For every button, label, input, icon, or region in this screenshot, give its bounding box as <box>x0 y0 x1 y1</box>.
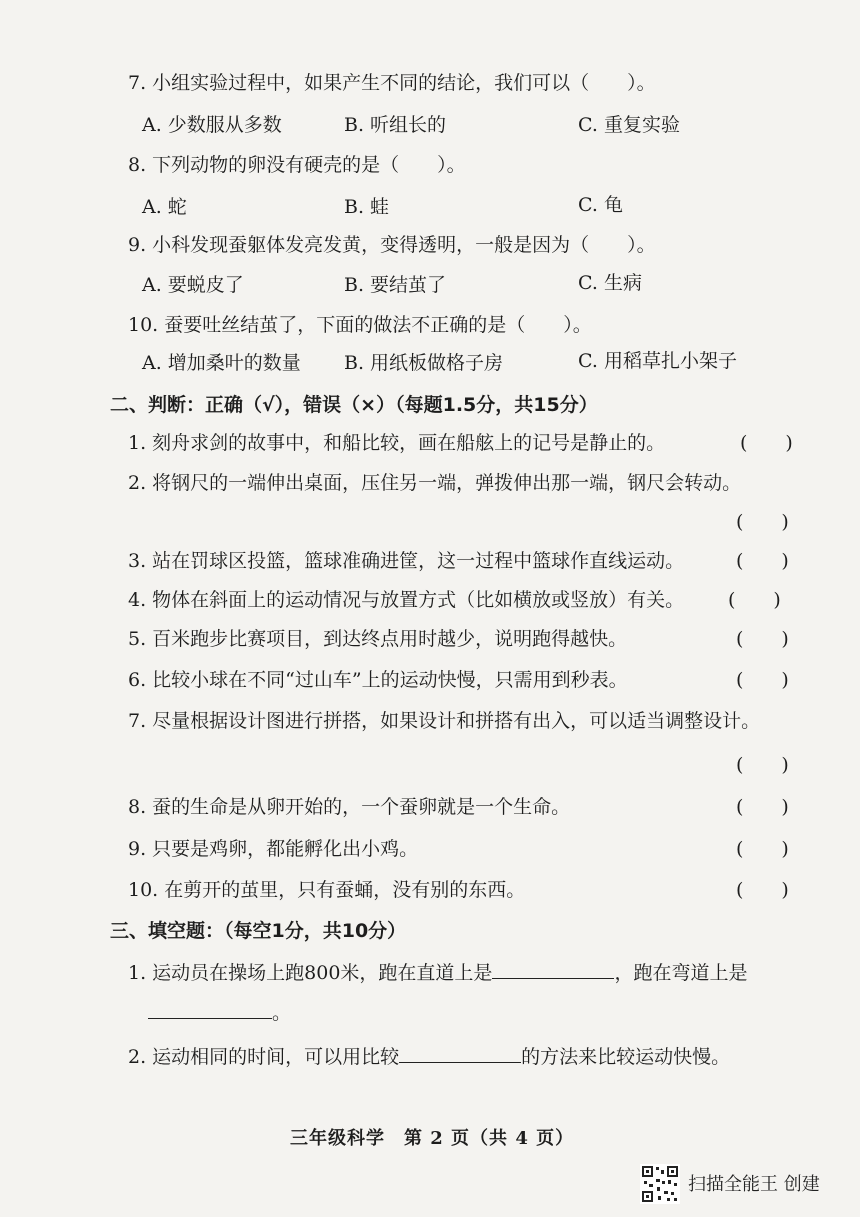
answer-paren-5[interactable]: ( ) <box>736 628 789 650</box>
question-10: 10. 蚕要吐丝结茧了，下面的做法不正确的是（ ）。 <box>128 314 592 336</box>
question-9: 9. 小科发现蚕躯体发亮发黄，变得透明，一般是因为（ ）。 <box>128 234 656 256</box>
fill-question-1 <box>128 960 747 986</box>
q10-option-b: B. 用纸板做格子房 <box>344 352 504 374</box>
judgement-item-6: 6. 比较小球在不同“过山车”上的运动快慢，只需用到秒表。 <box>128 669 628 691</box>
judgement-item-7: 7. 尽量根据设计图进行拼搭，如果设计和拼搭有出入，可以适当调整设计。 <box>128 710 761 732</box>
answer-paren-2[interactable]: ( ) <box>736 511 789 533</box>
answer-paren-4[interactable]: ( ) <box>728 589 781 611</box>
judgement-item-9: 9. 只要是鸡卵，都能孵化出小鸡。 <box>128 838 419 860</box>
fill-blank-3[interactable] <box>399 1044 521 1063</box>
q9-option-a: A. 要蜕皮了 <box>142 274 244 296</box>
question-7: 7. 小组实验过程中，如果产生不同的结论，我们可以（ ）。 <box>128 72 656 94</box>
judgement-item-8: 8. 蚕的生命是从卵开始的，一个蚕卵就是一个生命。 <box>128 796 571 818</box>
answer-paren-7[interactable]: ( ) <box>736 754 789 776</box>
qr-code-icon <box>640 1164 680 1204</box>
judgement-item-1: 1. 刻舟求剑的故事中，和船比较，画在船舷上的记号是静止的。 <box>128 432 666 454</box>
fill-q1-text-2: ，跑在弯道上是 <box>614 962 748 984</box>
judgement-item-4: 4. 物体在斜面上的运动情况与放置方式（比如横放或竖放）有关。 <box>128 589 685 611</box>
fill-blank-2[interactable] <box>148 1000 272 1019</box>
q8-option-c: C. 龟 <box>578 194 623 216</box>
q7-option-a: A. 少数服从多数 <box>142 114 282 136</box>
question-8: 8. 下列动物的卵没有硬壳的是（ ）。 <box>128 154 466 176</box>
answer-paren-10[interactable]: ( ) <box>736 879 789 901</box>
q7-option-c: C. 重复实验 <box>578 114 680 136</box>
page-footer: 三年级科学 第 2 页（共 4 页） <box>290 1128 575 1149</box>
q10-option-a: A. 增加桑叶的数量 <box>142 352 301 374</box>
judgement-item-2: 2. 将钢尺的一端伸出桌面，压住另一端，弹拨伸出那一端，钢尺会转动。 <box>128 472 742 494</box>
answer-paren-6[interactable]: ( ) <box>736 669 789 691</box>
fill-question-1-continued <box>148 1000 291 1026</box>
fill-blank-1[interactable] <box>492 960 614 979</box>
q9-option-b: B. 要结茧了 <box>344 274 447 296</box>
q9-option-c: C. 生病 <box>578 272 642 294</box>
section-heading-judgement: 二、判断：正确（√），错误（×）（每题1.5分，共15分） <box>110 394 598 416</box>
judgement-item-3: 3. 站在罚球区投篮，篮球准确进筐，这一过程中篮球作直线运动。 <box>128 550 685 572</box>
answer-paren-3[interactable]: ( ) <box>736 550 789 572</box>
section-heading-fill-blank: 三、填空题：（每空1分，共10分） <box>110 920 407 942</box>
watermark-text: 扫描全能王 创建 <box>688 1174 820 1195</box>
fill-q1-text-1: 1. 运动员在操场上跑800米，跑在直道上是 <box>128 962 493 984</box>
q7-option-b: B. 听组长的 <box>344 114 447 136</box>
answer-paren-9[interactable]: ( ) <box>736 838 789 860</box>
fill-q2-text-2: 的方法来比较运动快慢。 <box>521 1046 731 1068</box>
fill-q1-end: 。 <box>272 1002 292 1024</box>
judgement-item-5: 5. 百米跑步比赛项目，到达终点用时越少，说明跑得越快。 <box>128 628 628 650</box>
fill-question-2 <box>128 1044 730 1070</box>
judgement-item-10: 10. 在剪开的茧里，只有蚕蛹，没有别的东西。 <box>128 879 526 901</box>
answer-paren-8[interactable]: ( ) <box>736 796 789 818</box>
q8-option-a: A. 蛇 <box>142 196 187 218</box>
q10-option-c: C. 用稻草扎小架子 <box>578 350 737 372</box>
q8-option-b: B. 蛙 <box>344 196 390 218</box>
answer-paren-1[interactable]: ( ) <box>740 432 793 454</box>
fill-q2-text-1: 2. 运动相同的时间，可以用比较 <box>128 1046 400 1068</box>
